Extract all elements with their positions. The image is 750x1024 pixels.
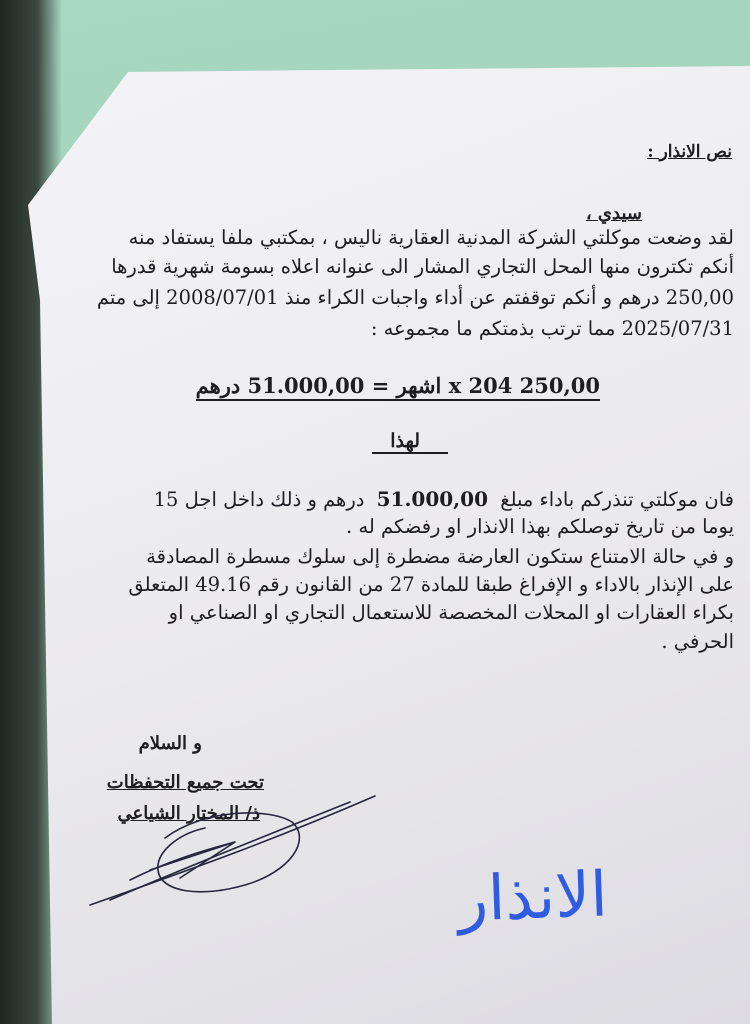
signatory-name: ذ/ المختار الشياعي bbox=[117, 803, 260, 824]
paragraph2-line2: يوما من تاريخ توصلكم بهذا الانذار او رفضكم له . bbox=[346, 515, 734, 538]
stamp-text: الانذار bbox=[456, 857, 609, 936]
closing-reservation: تحت جميع التحفظات bbox=[106, 772, 264, 793]
amount-formula: 250,00 x 204 اشهر = 51.000,00 درهم bbox=[196, 373, 600, 401]
paragraph3-line4: الحرفي . bbox=[661, 630, 734, 653]
paragraph1-line4: 2025/07/31 مما ترتب بذمتكم ما مجموعه : bbox=[370, 317, 734, 340]
paragraph3-line2: على الإنذار بالاداء و الإفراغ طبقا للمادة 27 من القانون رقم 49.16 المتعلق bbox=[128, 573, 734, 596]
paragraph2-before-amount: فان موكلتي تنذركم باداء مبلغ bbox=[500, 488, 734, 511]
paragraph2-after-amount: درهم و ذلك داخل اجل 15 bbox=[153, 488, 365, 511]
paragraph1-line2: أنكم تكترون منها المحل التجاري المشار الى عنوانه اعلاه بسومة شهرية قدرها bbox=[111, 255, 734, 278]
paragraph1-line1: لقد وضعت موكلتي الشركة المدنية العقارية ناليس ، بمكتبي ملفا يستفاد منه bbox=[128, 226, 734, 249]
paragraph1-line3: 250,00 درهم و أنكم توقفتم عن أداء واجبات الكراء منذ 2008/07/01 إلى متم bbox=[96, 286, 734, 309]
closing-salam: و السلام bbox=[138, 733, 202, 754]
paragraph3-line1: و في حالة الامتناع ستكون العارضة مضطرة إلى سلوك مسطرة المصادقة bbox=[146, 545, 734, 568]
paragraph3-line3: بكراء العقارات او المحلات المخصصة للاستعمال التجاري او الصناعي او bbox=[168, 601, 734, 624]
demanded-amount: 51.000,00 bbox=[376, 487, 488, 511]
salutation: سيدي ، bbox=[585, 203, 642, 224]
document-heading: نص الانذار : bbox=[647, 142, 732, 162]
hadha-heading: لهذا bbox=[390, 430, 420, 452]
